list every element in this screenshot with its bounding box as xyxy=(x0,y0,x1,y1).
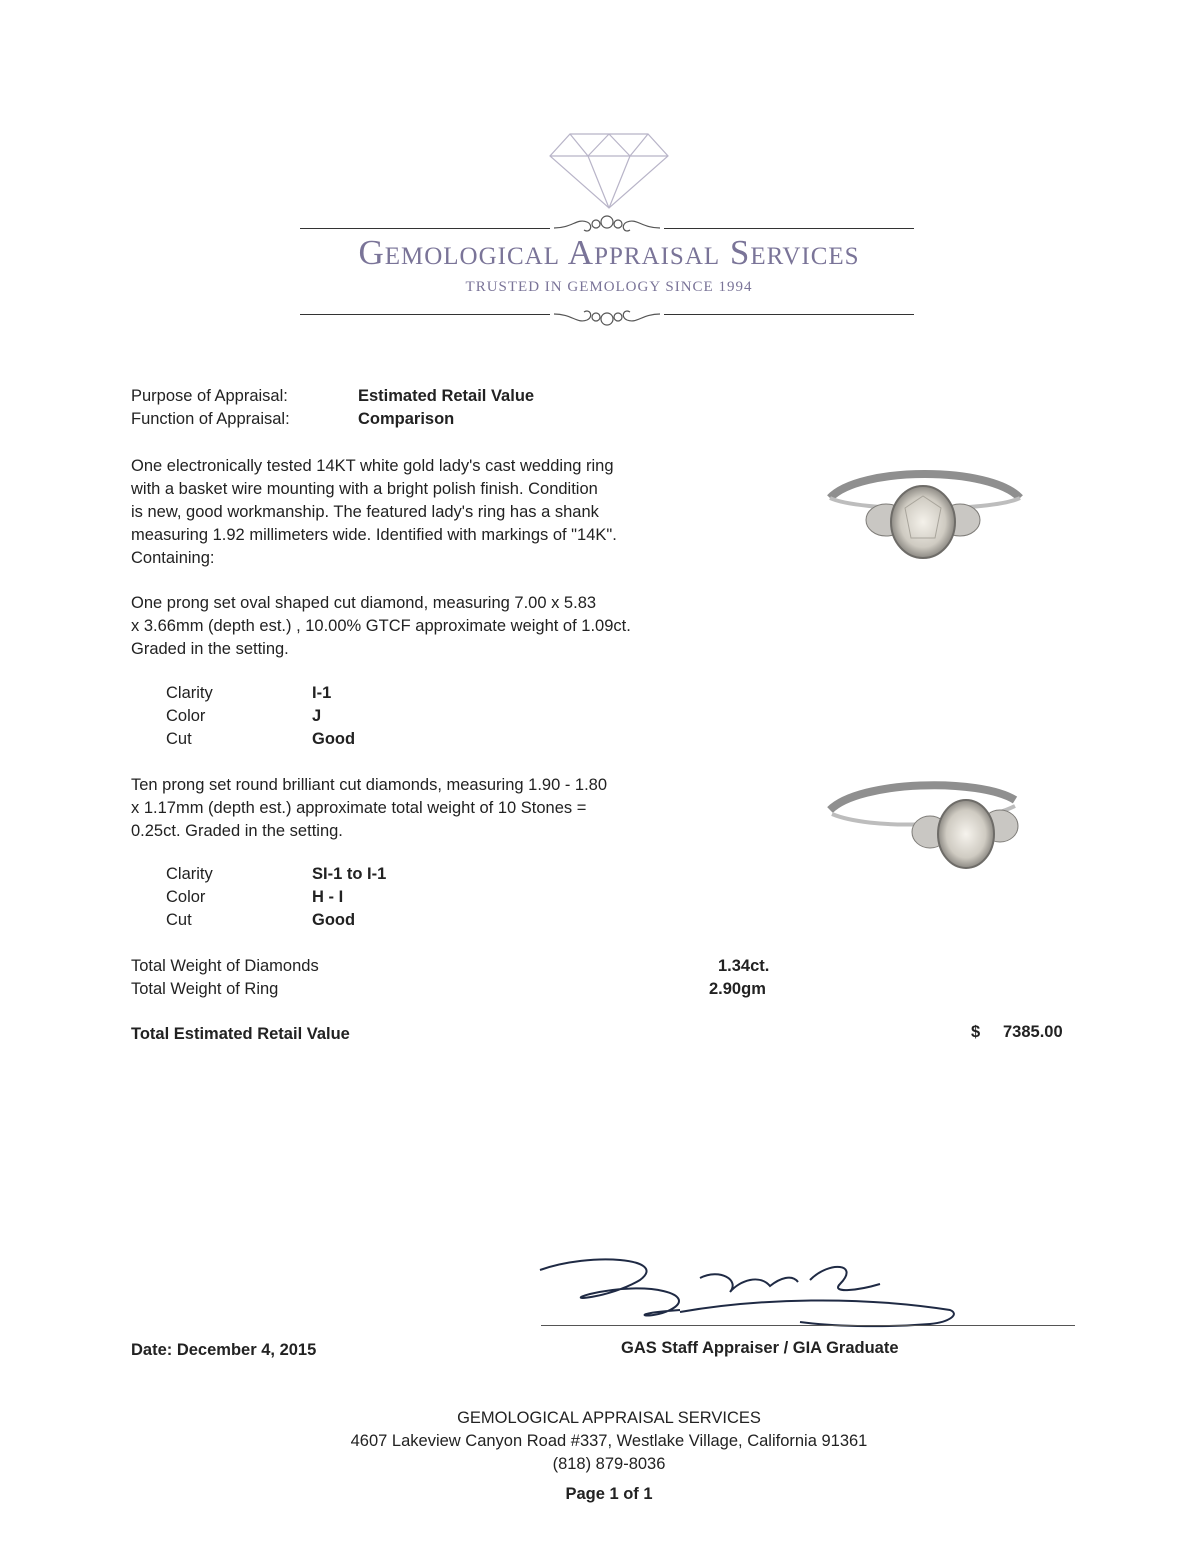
center-cut-value: Good xyxy=(312,730,356,748)
appraisal-date: Date: December 4, 2015 xyxy=(131,1341,317,1359)
ring-photo-side xyxy=(820,770,1030,880)
flourish-bottom-icon xyxy=(552,304,662,335)
total-value-label: Total Estimated Retail Value xyxy=(131,1025,350,1043)
total-value-amount: 7385.00 xyxy=(1003,1023,1063,1041)
total-diamonds-label: Total Weight of Diamonds xyxy=(131,957,319,975)
total-diamonds-value: 1.34ct. xyxy=(718,957,770,975)
footer-phone: (818) 879-8036 xyxy=(552,1455,666,1473)
signature-line xyxy=(541,1325,1075,1326)
function-value: Comparison xyxy=(358,410,455,428)
side-cut-label: Cut xyxy=(166,911,192,929)
side-color-label: Color xyxy=(166,888,206,906)
center-clarity-value: I-1 xyxy=(312,684,332,702)
purpose-value: Estimated Retail Value xyxy=(358,387,535,405)
header-rule-bottom-left xyxy=(300,314,550,315)
function-label: Function of Appraisal: xyxy=(131,410,290,428)
side-clarity-value: SI-1 to I-1 xyxy=(312,865,387,883)
side-clarity-label: Clarity xyxy=(166,865,213,883)
purpose-label: Purpose of Appraisal: xyxy=(131,387,288,405)
header-rule-top-left xyxy=(300,228,550,229)
footer-address: 4607 Lakeview Canyon Road #337, Westlake Village, California 91361 xyxy=(350,1432,868,1450)
side-cut-value: Good xyxy=(312,911,356,929)
center-stone-description: One prong set oval shaped cut diamond, measuring 7.00 x 5.83 x 3.66mm (depth est.) , 10.00% GTCF approximate weight of 1.09ct. Graded in the setting. xyxy=(131,594,631,658)
diamond-logo-icon xyxy=(548,132,670,215)
side-color-value: H - I xyxy=(312,888,344,906)
center-clarity-label: Clarity xyxy=(166,684,213,702)
currency-symbol: $ xyxy=(971,1023,981,1041)
footer-company: GEMOLOGICAL APPRAISAL SERVICES xyxy=(457,1409,761,1427)
signature-caption: GAS Staff Appraiser / GIA Graduate xyxy=(621,1339,899,1357)
total-ring-label: Total Weight of Ring xyxy=(131,980,279,998)
center-color-value: J xyxy=(312,707,322,725)
brand-tagline: TRUSTED IN GEMOLOGY SINCE 1994 xyxy=(465,279,753,295)
header-rule-bottom-right xyxy=(664,314,914,315)
ring-photo-front xyxy=(820,460,1030,570)
center-cut-label: Cut xyxy=(166,730,192,748)
header-rule-top-right xyxy=(664,228,914,229)
appraiser-signature xyxy=(530,1250,970,1345)
side-stones-description: Ten prong set round brilliant cut diamonds, measuring 1.90 - 1.80 x 1.17mm (depth est.) approximate total weight of 10 Stones = 0.25ct. Graded in the setting. xyxy=(131,776,608,840)
ring-description: One electronically tested 14KT white gold lady's cast wedding ring with a basket wire mounting with a bright polish finish. Condition is new, good workmanship. The featured lady's ring has a shank measuring 1.92 millimeters wide. Identified with markings of "14K". Containing: xyxy=(131,457,617,567)
center-color-label: Color xyxy=(166,707,206,725)
page-number: Page 1 of 1 xyxy=(565,1485,653,1503)
total-ring-value: 2.90gm xyxy=(709,980,766,998)
brand-title: Gemological Appraisal Services xyxy=(358,233,860,272)
